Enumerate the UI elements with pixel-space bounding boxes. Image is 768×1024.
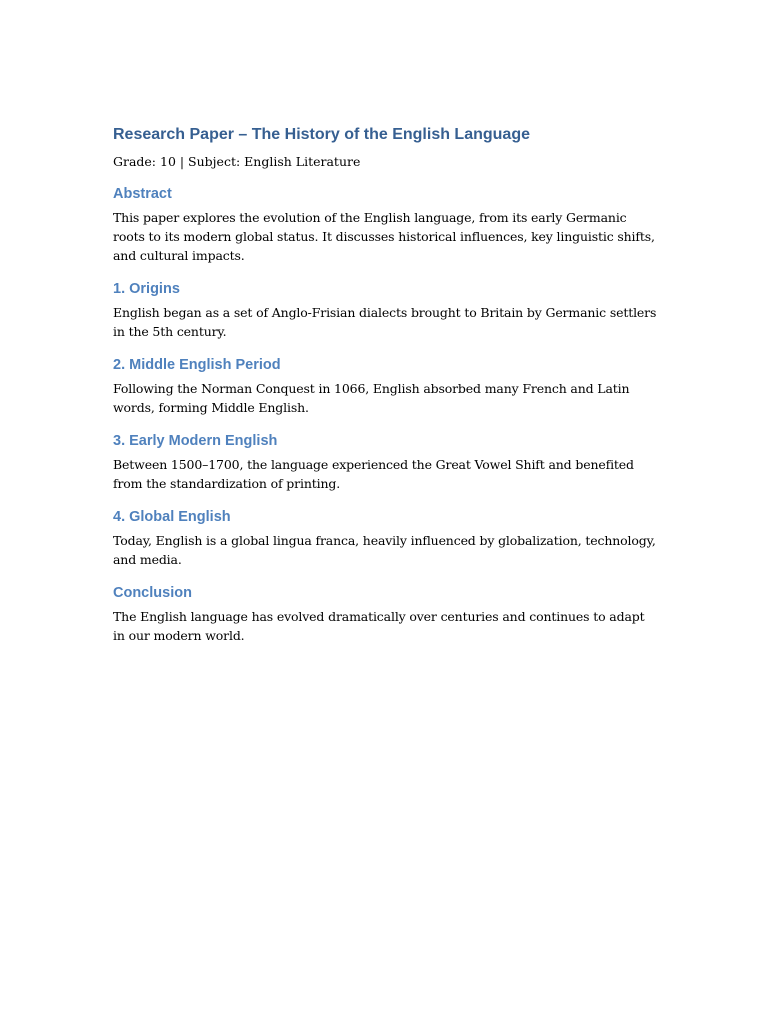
- section-body: The English language has evolved dramatically over centuries and continues to adapt in our modern world.: [113, 609, 645, 643]
- section-middle-english: [113, 355, 658, 417]
- section-body: Following the Norman Conquest in 1066, English absorbed many French and Latin words, forming Middle English.: [113, 381, 630, 415]
- document-page: [113, 124, 658, 659]
- section-heading: 4. Global English: [113, 509, 231, 525]
- section-global-english: [113, 507, 658, 569]
- section-body: Today, English is a global lingua franca, heavily influenced by globalization, technology, and media.: [113, 533, 656, 567]
- section-body: Between 1500–1700, the language experienced the Great Vowel Shift and benefited from the standardization of printing.: [113, 457, 634, 491]
- section-heading: 3. Early Modern English: [113, 433, 278, 449]
- section-heading: 2. Middle English Period: [113, 357, 281, 373]
- document-title: Research Paper – The History of the English Language: [113, 126, 530, 143]
- section-conclusion: [113, 583, 658, 645]
- section-body: English began as a set of Anglo-Frisian dialects brought to Britain by Germanic settlers in the 5th century.: [113, 305, 657, 339]
- document-meta: Grade: 10 | Subject: English Literature: [113, 154, 361, 169]
- section-heading: 1. Origins: [113, 281, 180, 297]
- section-heading: Conclusion: [113, 585, 192, 601]
- section-abstract: [113, 184, 658, 265]
- section-heading: Abstract: [113, 186, 172, 202]
- section-origins: [113, 279, 658, 341]
- section-body: This paper explores the evolution of the English language, from its early Germanic roots to its modern global status. It discusses historical influences, key linguistic shifts, and cultural impacts.: [113, 210, 655, 263]
- section-early-modern-english: [113, 431, 658, 493]
